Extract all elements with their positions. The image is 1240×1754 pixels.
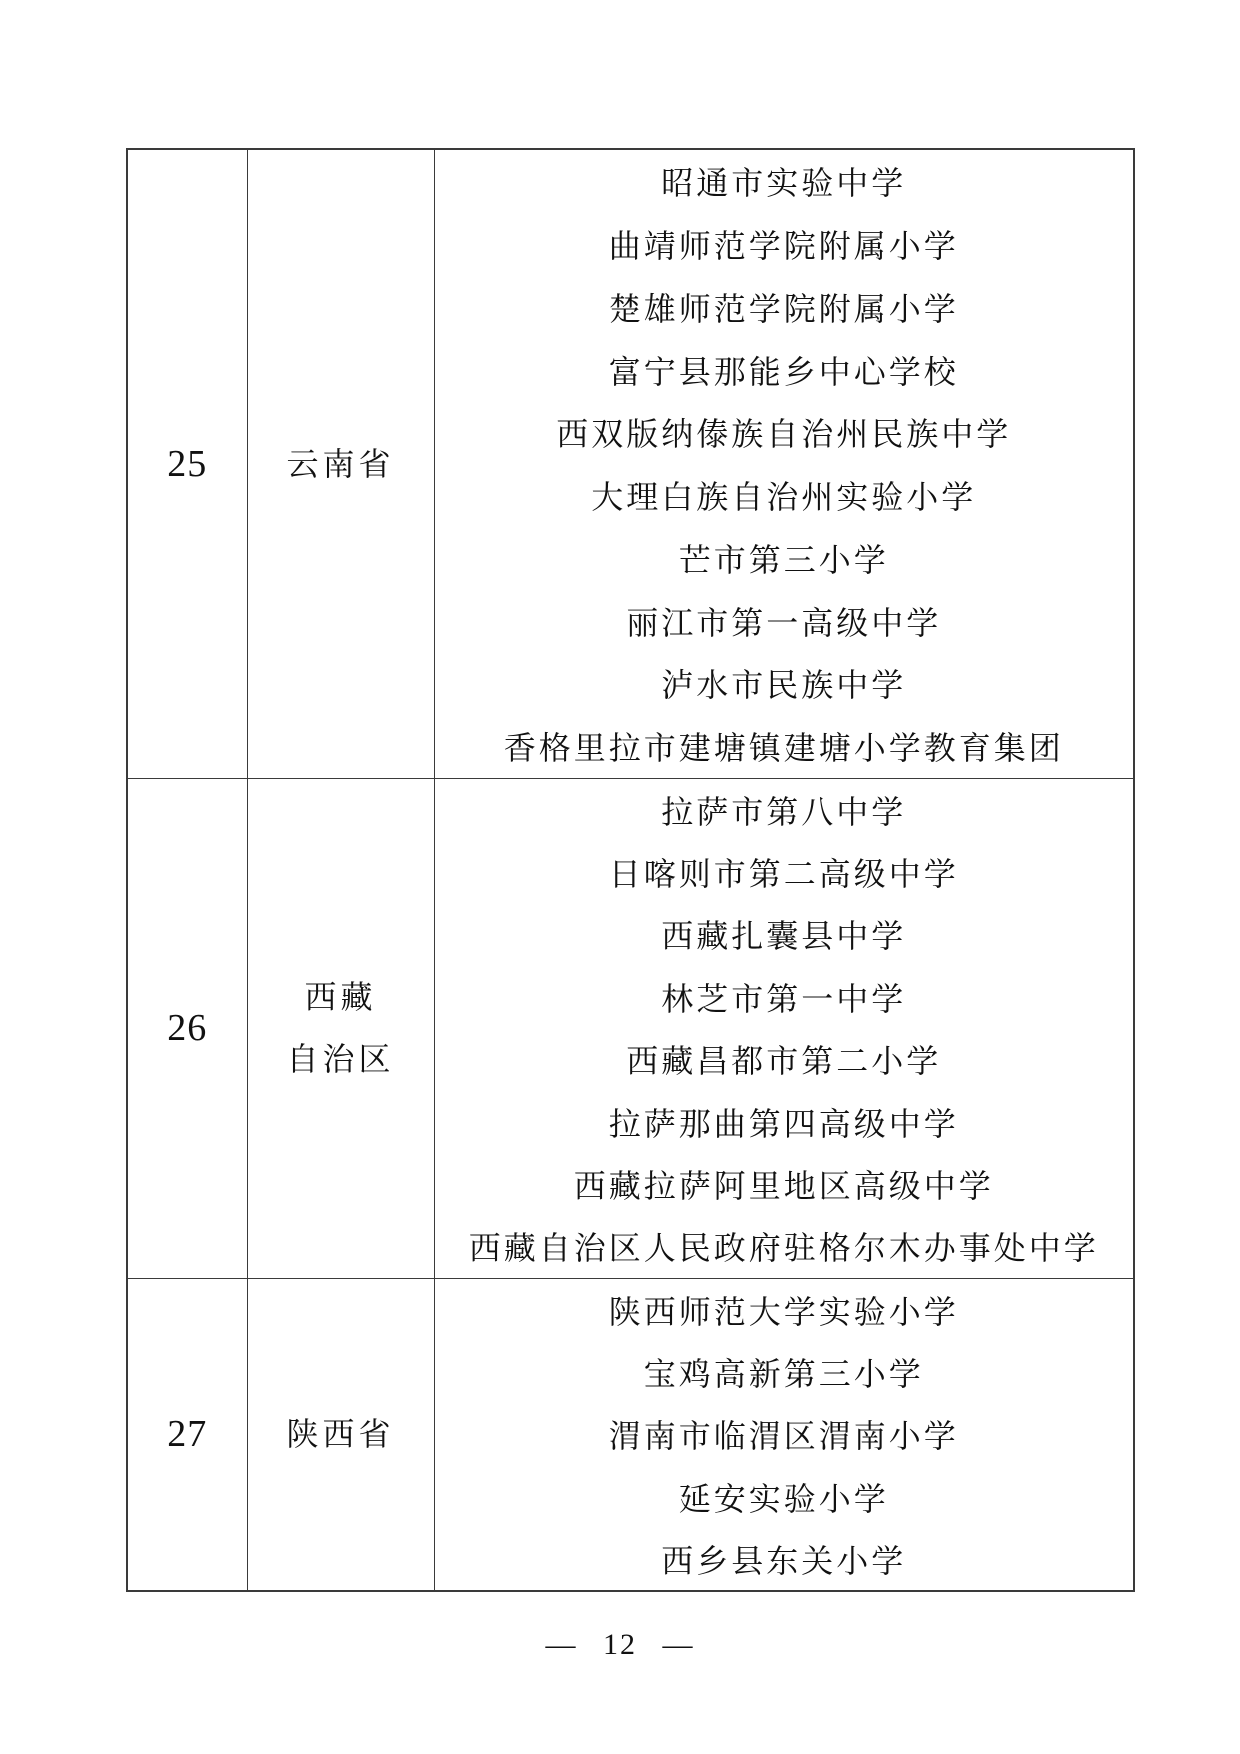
schools-list [435,1279,1134,1591]
schools-table [126,148,1135,1592]
school-name: 延安实验小学 [678,1480,889,1517]
school-name: 林芝市第一中学 [661,980,907,1017]
school-name: 昭通市实验中学 [661,165,907,202]
schools-cell [434,149,1134,778]
province-cell [247,778,434,1278]
table-row [127,149,1134,778]
school-name: 泸水市民族中学 [661,667,907,704]
school-name: 陕西师范大学实验小学 [608,1293,959,1330]
row-number-cell: 25 [127,149,247,778]
school-name: 西乡县东关小学 [661,1542,907,1579]
row-number-cell: 26 [127,778,247,1278]
school-name: 拉萨市第八中学 [661,793,907,830]
school-name: 富宁县那能乡中心学校 [608,353,959,390]
row-number-cell: 27 [127,1278,247,1591]
school-name: 西藏昌都市第二小学 [626,1043,942,1080]
schools-cell [434,778,1134,1278]
school-name: 芒市第三小学 [678,541,889,578]
schools-list [435,150,1134,778]
province-cell [247,1278,434,1591]
school-name: 西藏自治区人民政府驻格尔木办事处中学 [468,1230,1099,1267]
province-name-line: 自治区 [286,1041,395,1077]
school-name: 大理白族自治州实验小学 [591,479,977,516]
table-row [127,778,1134,1278]
table-row [127,1278,1134,1591]
province-cell [247,149,434,778]
schools-cell [434,1278,1134,1591]
school-name: 西藏扎囊县中学 [661,918,907,955]
school-name: 拉萨那曲第四高级中学 [608,1105,959,1142]
school-name: 楚雄师范学院附属小学 [608,290,959,327]
school-name: 宝鸡高新第三小学 [643,1355,924,1392]
schools-table-body [127,149,1134,1591]
province-name-line: 西藏 [304,979,377,1015]
province-name-line: 陕西省 [286,1416,395,1453]
school-name: 丽江市第一高级中学 [626,604,942,641]
province-name-line: 云南省 [286,445,395,482]
school-name: 西藏拉萨阿里地区高级中学 [573,1167,994,1204]
school-name: 西双版纳傣族自治州民族中学 [556,416,1012,453]
schools-list [435,779,1134,1278]
school-name: 日喀则市第二高级中学 [608,856,959,893]
school-name: 曲靖师范学院附属小学 [608,228,959,265]
school-name: 香格里拉市建塘镇建塘小学教育集团 [503,730,1064,767]
school-name: 渭南市临渭区渭南小学 [608,1418,959,1455]
page-number: — 12 — [545,1628,695,1661]
